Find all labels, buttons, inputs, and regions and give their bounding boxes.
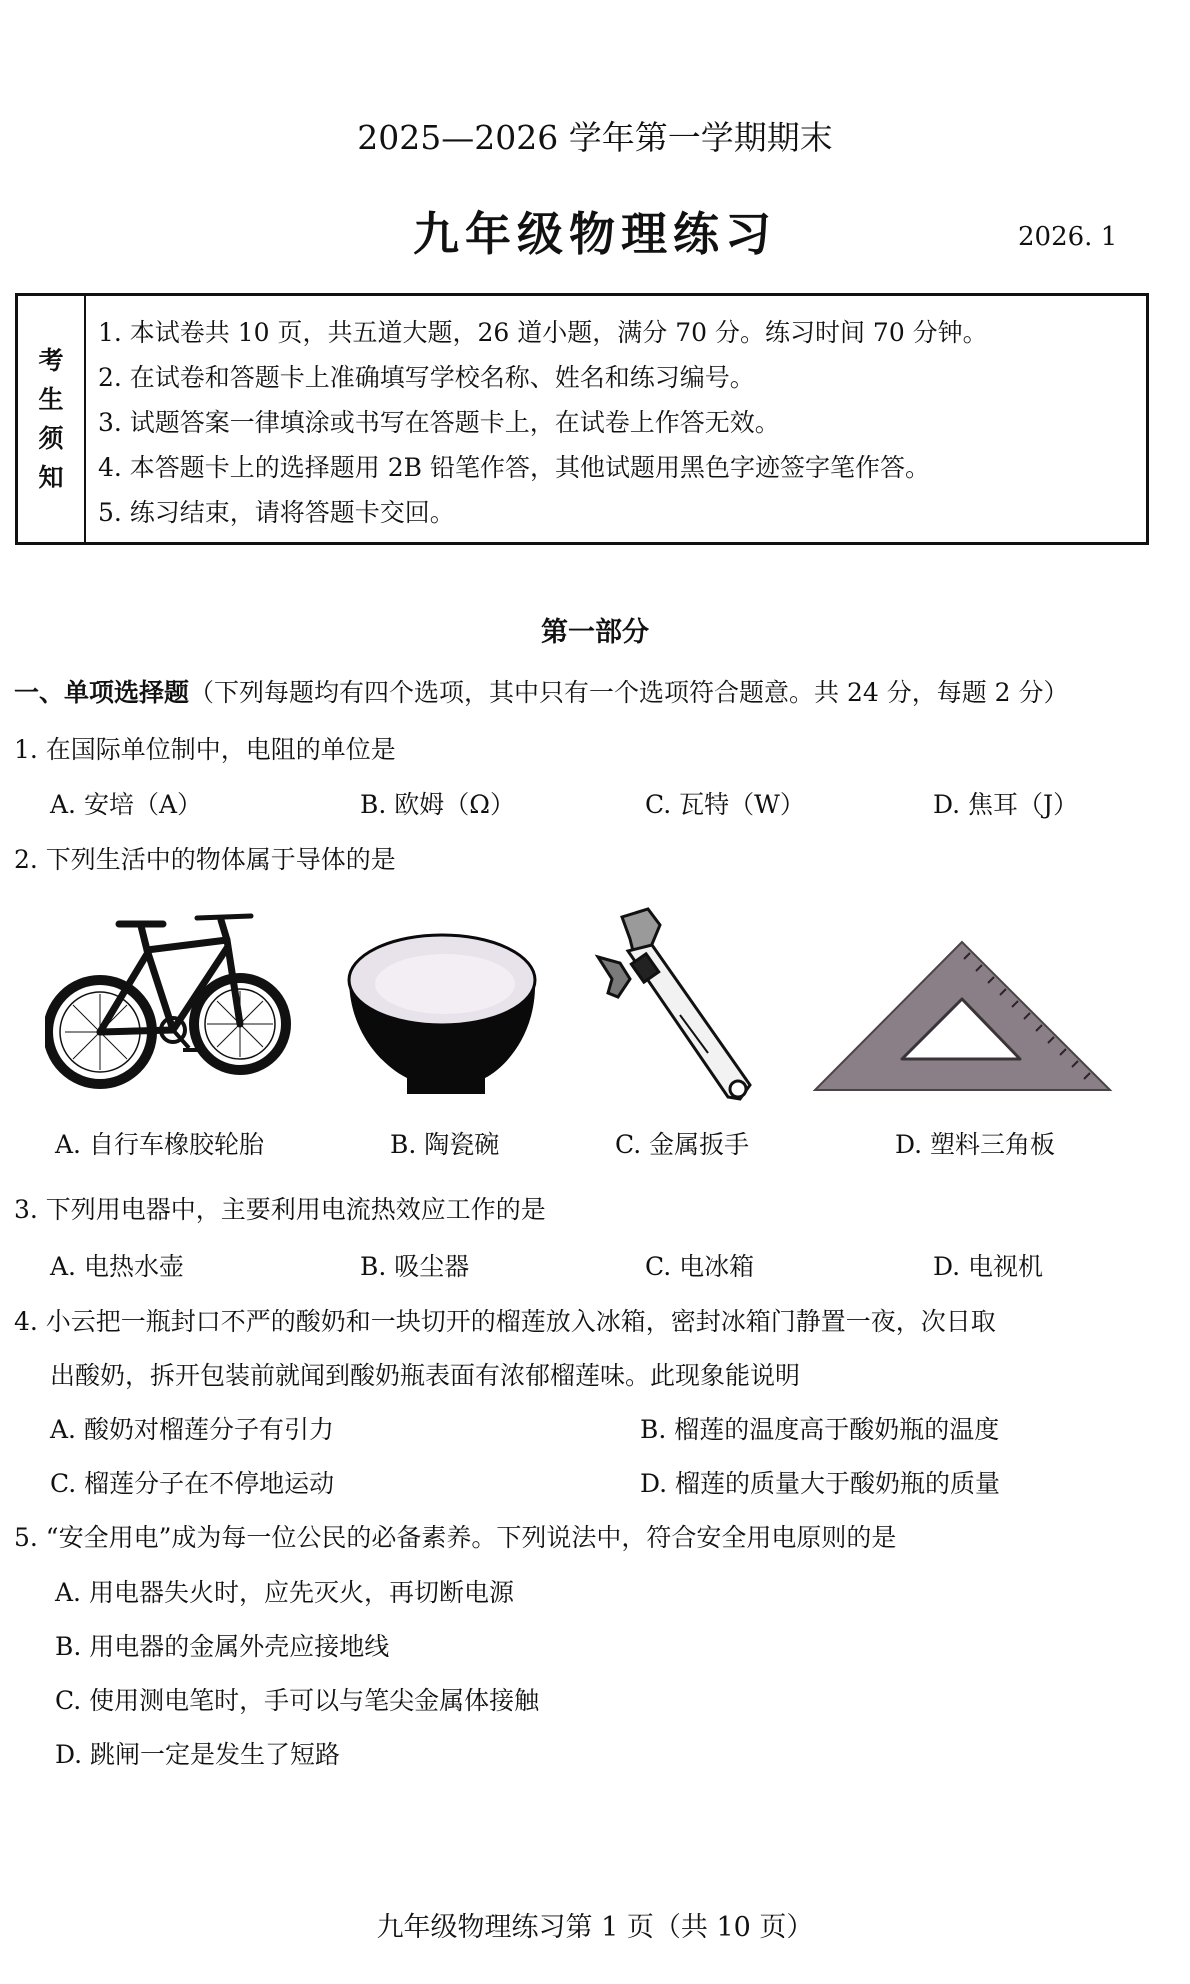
notice-item: 3. 试题答案一律填涂或书写在答题卡上，在试卷上作答无效。 <box>98 408 780 437</box>
wrench-image <box>590 905 770 1105</box>
exam-subtitle: 2025—2026 学年第一学期期末 <box>357 118 833 157</box>
question-5-option-c: C. 使用测电笔时，手可以与笔尖金属体接触 <box>55 1686 540 1715</box>
question-4-stem-line2: 出酸奶，拆开包装前就闻到酸奶瓶表面有浓郁榴莲味。此现象能说明 <box>50 1361 801 1390</box>
question-type-header <box>14 673 1069 709</box>
notice-label <box>18 296 86 542</box>
notice-item: 5. 练习结束，请将答题卡交回。 <box>98 498 455 527</box>
notice-item: 1. 本试卷共 10 页，共五道大题，26 道小题，满分 70 分。练习时间 70 分钟。 <box>98 318 988 347</box>
question-1-option-c: C. 瓦特（W） <box>645 790 805 819</box>
question-2-stem: 2. 下列生活中的物体属于导体的是 <box>14 845 396 874</box>
notice-label-char: 知 <box>38 463 64 492</box>
question-1-option-b: B. 欧姆（Ω） <box>360 790 515 819</box>
question-5-stem: 5. “安全用电”成为每一位公民的必备素养。下列说法中，符合安全用电原则的是 <box>14 1523 897 1552</box>
question-4-option-d: D. 榴莲的质量大于酸奶瓶的质量 <box>640 1469 1001 1498</box>
notice-item: 2. 在试卷和答题卡上准确填写学校名称、姓名和练习编号。 <box>98 363 755 392</box>
question-1-option-a: A. 安培（A） <box>50 790 203 819</box>
bicycle-image <box>45 912 295 1112</box>
question-2-option-b: B. 陶瓷碗 <box>390 1130 500 1159</box>
ceramic-bowl-image <box>345 930 540 1100</box>
question-1-stem: 1. 在国际单位制中，电阻的单位是 <box>14 735 396 764</box>
notice-label-char: 生 <box>38 385 64 414</box>
question-3-option-a: A. 电热水壶 <box>50 1252 184 1281</box>
notice-label-char: 考 <box>38 346 64 375</box>
question-5-option-b: B. 用电器的金属外壳应接地线 <box>55 1632 390 1661</box>
triangle-ruler-image <box>810 935 1120 1100</box>
question-3-option-c: C. 电冰箱 <box>645 1252 755 1281</box>
question-4-option-b: B. 榴莲的温度高于酸奶瓶的温度 <box>640 1415 1000 1444</box>
notice-label-char: 须 <box>38 424 64 453</box>
notice-list <box>98 310 988 535</box>
question-3-stem: 3. 下列用电器中，主要利用电流热效应工作的是 <box>14 1195 546 1224</box>
question-1-option-d: D. 焦耳（J） <box>933 790 1079 819</box>
question-type-heading: 一、单项选择题 <box>14 678 190 707</box>
question-3-option-d: D. 电视机 <box>933 1252 1044 1281</box>
question-4-stem-line1: 4. 小云把一瓶封口不严的酸奶和一块切开的榴莲放入冰箱，密封冰箱门静置一夜，次日取 <box>14 1307 996 1336</box>
question-2-option-c: C. 金属扳手 <box>615 1130 750 1159</box>
question-3-option-b: B. 吸尘器 <box>360 1252 470 1281</box>
section-title: 第一部分 <box>541 617 649 648</box>
exam-date: 2026. 1 <box>1018 222 1118 252</box>
question-5-option-d: D. 跳闸一定是发生了短路 <box>55 1740 341 1769</box>
question-2-option-d: D. 塑料三角板 <box>895 1130 1056 1159</box>
question-2-option-a: A. 自行车橡胶轮胎 <box>55 1130 264 1159</box>
question-4-option-a: A. 酸奶对榴莲分子有引力 <box>50 1415 334 1444</box>
page-footer: 九年级物理练习第 1 页（共 10 页） <box>376 1912 814 1943</box>
question-4-option-c: C. 榴莲分子在不停地运动 <box>50 1469 335 1498</box>
notice-item: 4. 本答题卡上的选择题用 2B 铅笔作答，其他试题用黑色字迹签字笔作答。 <box>98 453 930 482</box>
candidate-notice-box <box>15 293 1149 545</box>
exam-title: 九年级物理练习 <box>413 207 777 261</box>
question-5-option-a: A. 用电器失火时，应先灭火，再切断电源 <box>55 1578 514 1607</box>
question-type-note: （下列每题均有四个选项，其中只有一个选项符合题意。共 24 分，每题 2 分） <box>189 678 1069 707</box>
